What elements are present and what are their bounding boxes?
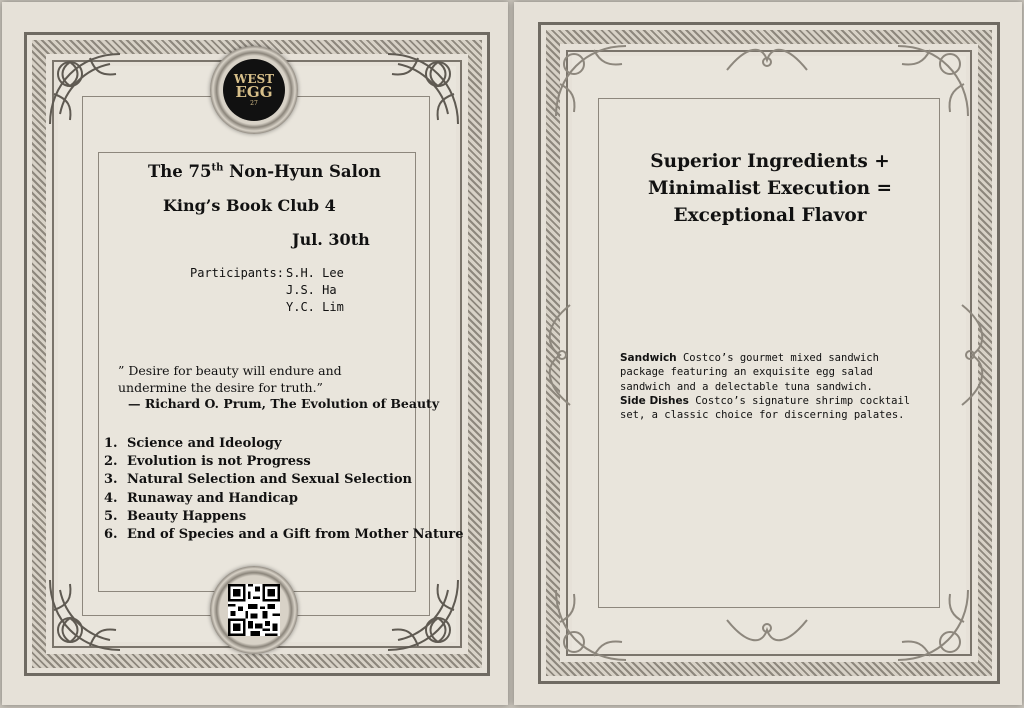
list-item-number: 6. [104, 526, 118, 542]
qr-medallion [210, 566, 298, 654]
scroll-ornament-icon [546, 36, 636, 126]
scroll-ornament-icon [888, 36, 978, 126]
salon-title [148, 162, 381, 181]
list-item-number: 1. [104, 436, 118, 451]
scroll-ornament-icon [40, 44, 130, 134]
scroll-ornament-icon [952, 300, 992, 410]
participant-name: Y.C. Lim [286, 300, 344, 314]
club-subtitle: King’s Book Club 4 [163, 196, 336, 215]
headline-line: Minimalist Execution = [648, 178, 892, 199]
list-item [104, 472, 464, 490]
scroll-ornament-icon [540, 300, 580, 410]
menu-item-text: Costco’s gourmet mixed sandwich package featuring an exquisite egg salad sandwich and a delectable tuna sandwich. [620, 352, 879, 393]
list-item-number: 4. [104, 490, 118, 506]
title-prefix: The 75 [148, 162, 212, 181]
list-item [104, 509, 464, 527]
list-item-label: End of Species and a Gift from Mother Nature [127, 526, 464, 542]
list-item-label: Beauty Happens [127, 508, 247, 524]
list-item-label: Science and Ideology [127, 436, 282, 451]
headline-line: Superior Ingredients + [650, 151, 890, 172]
logo-medallion [210, 46, 298, 134]
qr-code-icon[interactable] [228, 584, 280, 636]
scroll-ornament-icon [888, 580, 978, 670]
list-item-label: Runaway and Handicap [127, 490, 298, 506]
title-sup: th [211, 162, 224, 174]
list-item-number: 3. [104, 472, 118, 488]
scroll-ornament-icon [40, 570, 130, 660]
quote-attribution: — Richard O. Prum, The Evolution of Beauty [128, 396, 440, 411]
list-item-label: Evolution is not Progress [127, 454, 311, 470]
event-date: Jul. 30th [292, 230, 370, 249]
menu-headline [614, 148, 926, 229]
logo-line2: EGG [235, 83, 273, 101]
participant-name: J.S. Ha [286, 283, 337, 297]
menu-item-sandwich [620, 351, 920, 394]
west-egg-logo-icon [223, 59, 285, 121]
scroll-ornament-icon [546, 580, 636, 670]
list-item-number: 2. [104, 454, 118, 470]
participant-name: S.H. Lee [286, 266, 344, 280]
topic-list [104, 436, 464, 545]
logo-number: 27 [250, 100, 258, 107]
list-item [104, 527, 464, 545]
menu-item-side-dishes [620, 394, 920, 423]
logo-line1: WEST [233, 72, 275, 86]
scroll-ornament-icon [378, 570, 468, 660]
menu-description [620, 351, 920, 422]
headline-line: Exceptional Flavor [673, 205, 867, 226]
list-item-label: Natural Selection and Sexual Selection [127, 472, 412, 488]
scroll-ornament-icon [722, 610, 812, 650]
title-suffix: Non-Hyun Salon [223, 162, 381, 181]
participants-label: Participants: [190, 266, 284, 280]
scroll-ornament-icon [378, 44, 468, 134]
list-item [104, 491, 464, 509]
menu-item-label: Sandwich [620, 352, 677, 364]
menu-item-label: Side Dishes [620, 394, 689, 407]
list-item-number: 5. [104, 508, 118, 524]
list-item [104, 436, 464, 454]
quote-text: ” Desire for beauty will endure and undermine the desire for truth.” [118, 363, 342, 395]
scroll-ornament-icon [722, 40, 812, 80]
menu-item-text: Costco’s signature shrimp cocktail set, a classic choice for discerning palates. [620, 394, 911, 422]
list-item [104, 454, 464, 472]
